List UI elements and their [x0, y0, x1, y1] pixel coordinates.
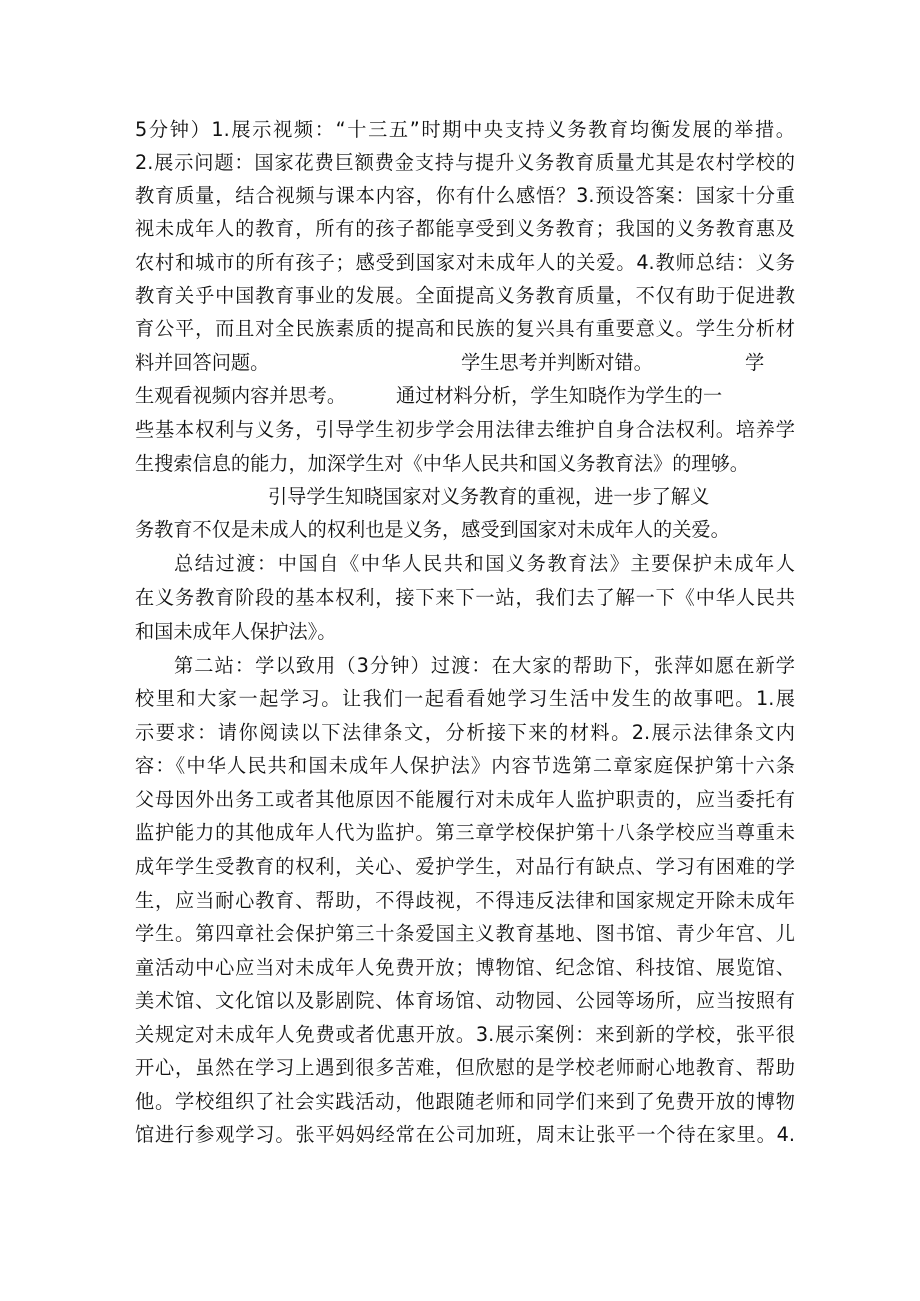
text-line: 关规定对未成年人免费或者优惠开放。3.展示案例：来到新的学校，张平很 [135, 1023, 795, 1046]
text-line: 务教育不仅是未成人的权利也是义务，感受到国家对未成年人的关爱。 [135, 518, 730, 541]
text-line: 生搜索信息的能力，加深学生对《中华人民共和国义务教育法》的理够。 [135, 452, 749, 475]
text-line: 容：《中华人民共和国未成年人保护法》内容节选第二章家庭保护第十六条 [135, 754, 795, 777]
text-line: 些基本权利与义务，引导学生初步学会用法律去维护自身合法权利。培养学 [135, 418, 795, 441]
text-line: 教育关乎中国教育事业的发展。全面提高义务教育质量，不仅有助于促进教 [135, 284, 795, 307]
text-line: 示要求：请你阅读以下法律条文，分析接下来的材料。2.展示法律条文内 [135, 721, 795, 744]
paragraph-start: 总结过渡：中国自《中华人民共和国义务教育法》主要保护未成年人 [174, 552, 795, 575]
text-line: 他。学校组织了社会实践活动，他跟随老师和同学们来到了免费开放的博物 [135, 1090, 795, 1113]
text-line: 学生。第四章社会保护第三十条爱国主义教育基地、图书馆、青少年宫、儿 [135, 922, 795, 945]
paragraph-start: 第二站：学以致用（3分钟）过渡：在大家的帮助下，张萍如愿在新学 [174, 654, 795, 677]
text-line: 校里和大家一起学习。让我们一起看看她学习生活中发生的故事吧。1.展 [135, 687, 795, 710]
text-line: 监护能力的其他成年人代为监护。第三章学校保护第十八条学校应当尊重未 [135, 821, 795, 844]
text-line: 2.展示问题：国家花费巨额费金支持与提升义务教育质量尤其是农村学校的 [135, 151, 795, 174]
text-line: 父母因外出务工或者其他原因不能履行对未成年人监护职责的，应当委托有 [135, 788, 795, 811]
text-segment: 生观看视频内容并思考。 [135, 384, 347, 407]
text-line: 视未成年人的教育，所有的孩子都能享受到义务教育；我国的义务教育惠及 [135, 217, 795, 240]
text-segment: 学 [745, 351, 765, 374]
text-line: 5分钟）1.展示视频：“十三五”时期中央支持义务教育均衡发展的举措。 [135, 118, 795, 141]
text-segment: 通过材料分析，学生知晓作为学生的一 [396, 384, 723, 407]
text-line: 教育质量，结合视频与课本内容，你有什么感悟？3.预设答案：国家十分重 [135, 184, 795, 207]
text-line: 馆进行参观学习。张平妈妈经常在公司加班，周末让张平一个待在家里。4. [135, 1123, 795, 1146]
text-segment: 学生思考并判断对错。 [461, 351, 653, 374]
text-line: 育公平，而且对全民族素质的提高和民族的复兴具有重要意义。学生分析材 [135, 317, 795, 340]
text-line: 开心，虽然在学习上遇到很多苦难，但欣慰的是学校老师耐心地教育、帮助 [135, 1056, 795, 1079]
text-line: 成年学生受教育的权利，关心、爱护学生，对品行有缺点、学习有困难的学 [135, 855, 795, 878]
text-line: 在义务教育阶段的基本权利，接下来下一站，我们去了解一下《中华人民共 [135, 586, 795, 609]
text-line: 农村和城市的所有孩子；感受到国家对未成年人的关爱。4.教师总结：义务 [135, 251, 795, 274]
text-line: 生，应当耐心教育、帮助，不得歧视，不得违反法律和国家规定开除未成年 [135, 889, 795, 912]
text-line: 美术馆、文化馆以及影剧院、体育场馆、动物园、公园等场所，应当按照有 [135, 989, 795, 1012]
text-line: 引导学生知晓国家对义务教育的重视，进一步了解义 [268, 485, 710, 508]
text-line: 和国未成年人保护法》。 [135, 620, 337, 643]
text-line: 童活动中心应当对未成年人免费开放；博物馆、纪念馆、科技馆、展览馆、 [135, 956, 795, 979]
text-segment: 料并回答问题。 [135, 351, 270, 374]
